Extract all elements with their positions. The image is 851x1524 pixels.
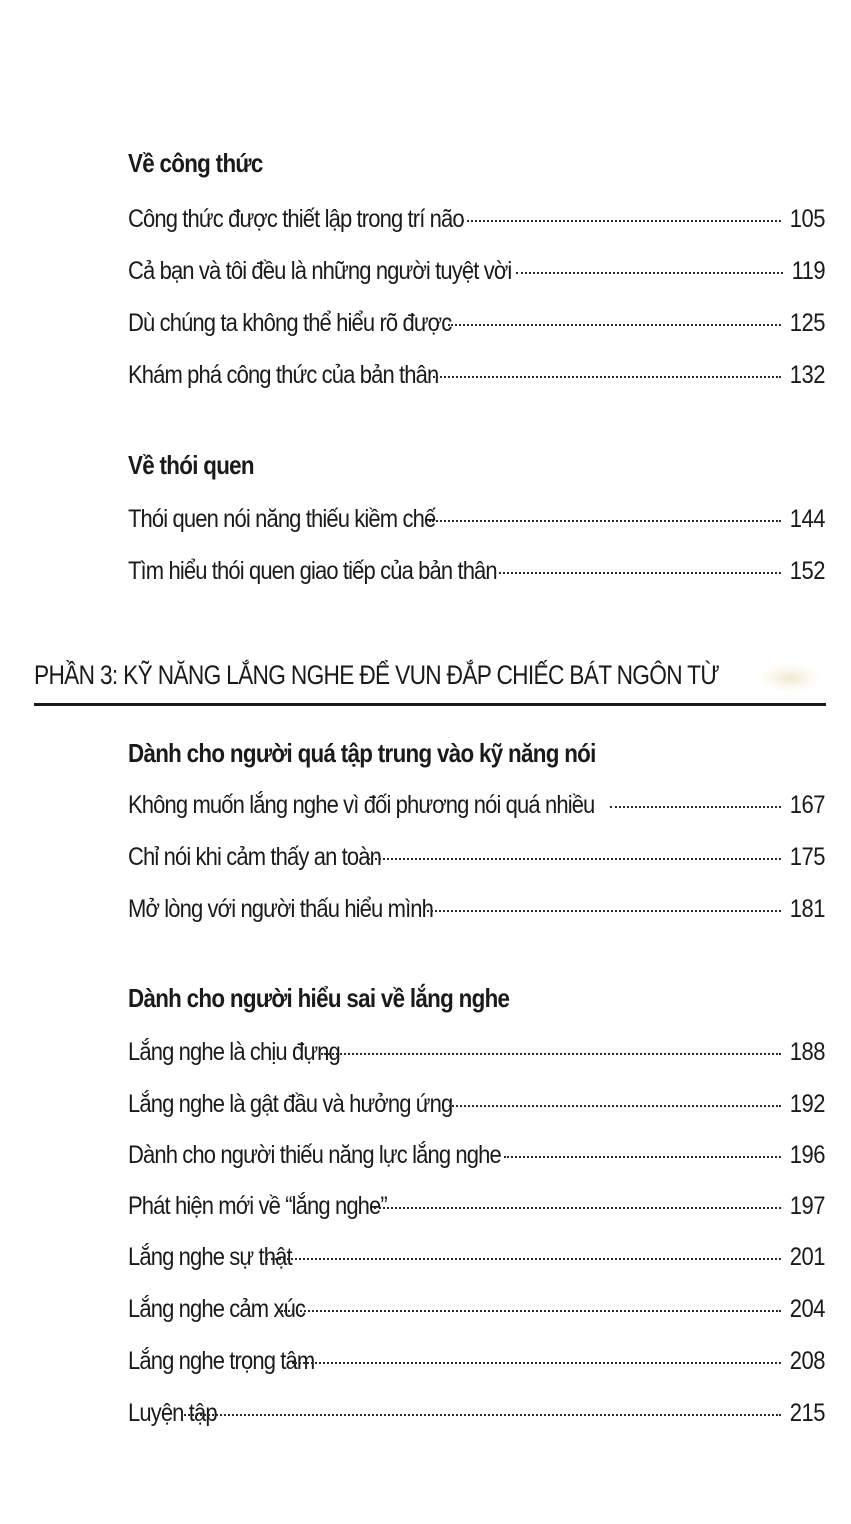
toc-entry-title: Công thức được thiết lập trong trí não xyxy=(128,205,464,233)
toc-entry[interactable] xyxy=(128,257,825,291)
part-heading: PHẦN 3: KỸ NĂNG LẮNG NGHE ĐỂ VUN ĐẮP CHIẾC BÁT NGÔN TỪ xyxy=(34,660,720,690)
toc-entry-title: Lắng nghe trọng tâm xyxy=(128,1347,315,1375)
toc-entry-title: Tìm hiểu thói quen giao tiếp của bản thân xyxy=(128,557,497,585)
dot-leader xyxy=(433,376,781,378)
toc-entry-page: 105 xyxy=(789,205,825,233)
toc-entry-title: Lắng nghe cảm xúc xyxy=(128,1295,306,1323)
toc-entry-title: Chỉ nói khi cảm thấy an toàn xyxy=(128,843,381,871)
toc-entry-page: 197 xyxy=(789,1192,825,1220)
toc-entry-title: Lắng nghe sự thật xyxy=(128,1243,292,1271)
toc-entry[interactable] xyxy=(128,1347,825,1381)
dot-leader xyxy=(266,1258,781,1260)
toc-entry-title: Mở lòng với người thấu hiểu mình xyxy=(128,895,434,923)
toc-entry-page: 125 xyxy=(789,309,825,337)
toc-entry-page: 215 xyxy=(789,1399,825,1427)
toc-entry-title: Lắng nghe là chịu đựng xyxy=(128,1038,340,1066)
toc-entry-page: 119 xyxy=(791,257,825,285)
dot-leader xyxy=(321,1053,781,1055)
toc-entry-page: 144 xyxy=(789,505,825,533)
toc-entry-page: 188 xyxy=(789,1038,825,1066)
dot-leader xyxy=(368,858,781,860)
section-heading: Về thói quen xyxy=(128,450,254,480)
toc-entry[interactable] xyxy=(128,309,825,343)
toc-entry[interactable] xyxy=(128,895,825,929)
dot-leader xyxy=(429,520,781,522)
dot-leader xyxy=(374,1207,781,1209)
toc-entry-page: 204 xyxy=(789,1295,825,1323)
toc-entry-page: 175 xyxy=(789,843,825,871)
toc-entry-title: Khám phá công thức của bản thân xyxy=(128,361,439,389)
toc-entry-page: 132 xyxy=(789,361,825,389)
toc-entry-page: 196 xyxy=(789,1141,825,1169)
toc-entry[interactable] xyxy=(128,557,825,591)
toc-entry[interactable] xyxy=(128,1243,825,1277)
toc-entry[interactable] xyxy=(128,1192,825,1226)
toc-entry-title: Luyện tập xyxy=(128,1399,217,1427)
toc-entry-page: 201 xyxy=(789,1243,825,1271)
dot-leader xyxy=(427,910,781,912)
toc-entry-title: Cả bạn và tôi đều là những người tuyệt vời xyxy=(128,257,512,285)
dot-leader xyxy=(516,272,783,274)
toc-entry-title: Lắng nghe là gật đầu và hưởng ứng xyxy=(128,1090,453,1118)
toc-entry[interactable] xyxy=(128,1141,825,1175)
section-heading: Dành cho người quá tập trung vào kỹ năng nói xyxy=(128,738,596,768)
dot-leader xyxy=(499,572,781,574)
dot-leader xyxy=(181,1414,781,1416)
dot-leader xyxy=(610,806,781,808)
toc-entry[interactable] xyxy=(128,1038,825,1072)
toc-entry-page: 152 xyxy=(789,557,825,585)
toc-entry[interactable] xyxy=(128,843,825,877)
toc-entry-page: 167 xyxy=(789,791,825,819)
part-divider xyxy=(34,703,826,706)
dot-leader xyxy=(504,1156,781,1158)
toc-entry-title: Phát hiện mới về “lắng nghe” xyxy=(128,1192,387,1220)
toc-entry[interactable] xyxy=(128,1399,825,1433)
section-heading: Về công thức xyxy=(128,148,263,178)
dot-leader xyxy=(449,1105,781,1107)
toc-entry-page: 181 xyxy=(789,895,825,923)
dot-leader xyxy=(462,220,781,222)
toc-entry-title: Không muốn lắng nghe vì đối phương nói quá nhiều xyxy=(128,791,595,819)
toc-entry[interactable] xyxy=(128,205,825,239)
dot-leader xyxy=(292,1362,781,1364)
section-heading: Dành cho người hiểu sai về lắng nghe xyxy=(128,983,510,1013)
dot-leader xyxy=(281,1310,781,1312)
toc-entry[interactable] xyxy=(128,791,825,825)
dot-leader xyxy=(448,324,781,326)
paper-speckle xyxy=(760,664,820,692)
toc-entry-title: Thói quen nói năng thiếu kiềm chế xyxy=(128,505,436,533)
toc-entry-page: 208 xyxy=(789,1347,825,1375)
toc-entry-title: Dù chúng ta không thể hiểu rõ được xyxy=(128,309,452,337)
toc-entry[interactable] xyxy=(128,1090,825,1124)
toc-entry[interactable] xyxy=(128,1295,825,1329)
toc-entry[interactable] xyxy=(128,505,825,539)
toc-entry-page: 192 xyxy=(789,1090,825,1118)
toc-entry-title: Dành cho người thiếu năng lực lắng nghe xyxy=(128,1141,501,1169)
toc-entry[interactable] xyxy=(128,361,825,395)
